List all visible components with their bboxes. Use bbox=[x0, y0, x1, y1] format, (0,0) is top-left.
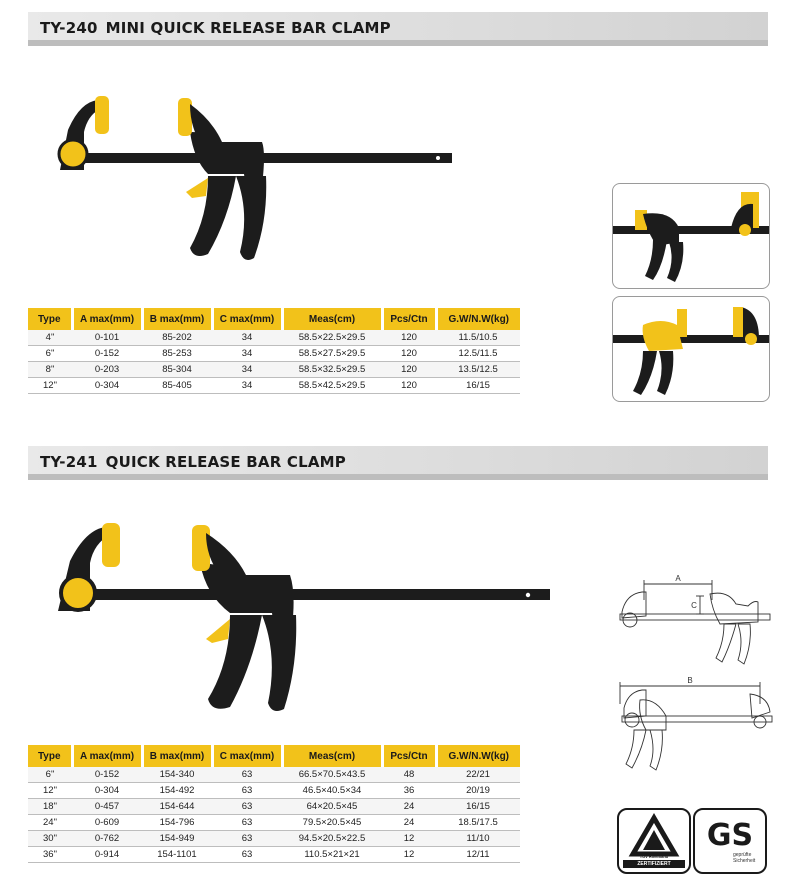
col-header: A max(mm) bbox=[72, 745, 142, 767]
section-title bbox=[40, 19, 391, 37]
table-row bbox=[28, 330, 520, 346]
col-header: C max(mm) bbox=[212, 745, 282, 767]
table-cell: 30" bbox=[28, 831, 72, 847]
table-row bbox=[28, 831, 520, 847]
table-cell: 0-152 bbox=[72, 767, 142, 783]
table-cell: 6" bbox=[28, 346, 72, 362]
table-cell: 12.5/11.5 bbox=[436, 346, 520, 362]
table-cell: 63 bbox=[212, 847, 282, 863]
table-row bbox=[28, 815, 520, 831]
col-header: Pcs/Ctn bbox=[382, 308, 436, 330]
col-header: Pcs/Ctn bbox=[382, 745, 436, 767]
spec-table-ty240 bbox=[28, 308, 520, 394]
table-cell: 58.5×27.5×29.5 bbox=[282, 346, 382, 362]
table-cell: 24" bbox=[28, 815, 72, 831]
table-row bbox=[28, 799, 520, 815]
col-header: C max(mm) bbox=[212, 308, 282, 330]
table-cell: 120 bbox=[382, 346, 436, 362]
table-header-row bbox=[28, 308, 520, 330]
table-cell: 12/11 bbox=[436, 847, 520, 863]
section-header-ty241 bbox=[28, 446, 768, 480]
dimension-diagram bbox=[600, 570, 790, 780]
table-cell: 120 bbox=[382, 378, 436, 394]
table-cell: 85-253 bbox=[142, 346, 212, 362]
model-code: TY-240 bbox=[40, 19, 98, 37]
table-cell: 4" bbox=[28, 330, 72, 346]
col-header: B max(mm) bbox=[142, 308, 212, 330]
table-cell: 0-203 bbox=[72, 362, 142, 378]
table-row bbox=[28, 767, 520, 783]
col-header: A max(mm) bbox=[72, 308, 142, 330]
table-cell: 120 bbox=[382, 330, 436, 346]
table-cell: 34 bbox=[212, 362, 282, 378]
table-cell: 58.5×42.5×29.5 bbox=[282, 378, 382, 394]
table-header-row bbox=[28, 745, 520, 767]
table-cell: 63 bbox=[212, 815, 282, 831]
table-cell: 154-340 bbox=[142, 767, 212, 783]
tuv-certified-text: ZERTIFIZIERT bbox=[623, 860, 685, 868]
col-header: Type bbox=[28, 308, 72, 330]
table-cell: 36" bbox=[28, 847, 72, 863]
table-cell: 36 bbox=[382, 783, 436, 799]
section-header-ty240 bbox=[28, 12, 768, 46]
table-cell: 8" bbox=[28, 362, 72, 378]
table-row bbox=[28, 378, 520, 394]
table-cell: 58.5×32.5×29.5 bbox=[282, 362, 382, 378]
tuv-brand-text: TÜV Rheinland bbox=[639, 854, 669, 859]
table-cell: 24 bbox=[382, 799, 436, 815]
table-cell: 85-304 bbox=[142, 362, 212, 378]
table-cell: 154-1101 bbox=[142, 847, 212, 863]
spec-table-ty241 bbox=[28, 745, 520, 863]
col-header: Type bbox=[28, 745, 72, 767]
table-cell: 18" bbox=[28, 799, 72, 815]
table-cell: 34 bbox=[212, 378, 282, 394]
table-cell: 63 bbox=[212, 767, 282, 783]
table-cell: 0-762 bbox=[72, 831, 142, 847]
table-cell: 34 bbox=[212, 346, 282, 362]
table-cell: 120 bbox=[382, 362, 436, 378]
table-cell: 11.5/10.5 bbox=[436, 330, 520, 346]
table-cell: 0-609 bbox=[72, 815, 142, 831]
table-cell: 64×20.5×45 bbox=[282, 799, 382, 815]
table-cell: 79.5×20.5×45 bbox=[282, 815, 382, 831]
model-code: TY-241 bbox=[40, 453, 98, 471]
tuv-certification-logo bbox=[617, 808, 691, 874]
table-cell: 22/21 bbox=[436, 767, 520, 783]
table-cell: 0-914 bbox=[72, 847, 142, 863]
table-cell: 24 bbox=[382, 815, 436, 831]
table-cell: 34 bbox=[212, 330, 282, 346]
table-cell: 48 bbox=[382, 767, 436, 783]
table-cell: 66.5×70.5×43.5 bbox=[282, 767, 382, 783]
table-cell: 154-796 bbox=[142, 815, 212, 831]
section-title bbox=[40, 453, 346, 471]
table-cell: 0-304 bbox=[72, 378, 142, 394]
table-cell: 46.5×40.5×34 bbox=[282, 783, 382, 799]
dimension-label-a: A bbox=[675, 574, 681, 583]
gs-mark: GS bbox=[706, 818, 754, 853]
table-cell: 154-949 bbox=[142, 831, 212, 847]
thumbnail-photo-spreader bbox=[612, 183, 770, 289]
model-name: MINI QUICK RELEASE BAR CLAMP bbox=[105, 19, 391, 37]
table-row bbox=[28, 847, 520, 863]
model-name: QUICK RELEASE BAR CLAMP bbox=[105, 453, 346, 471]
table-cell: 0-152 bbox=[72, 346, 142, 362]
table-cell: 154-644 bbox=[142, 799, 212, 815]
table-cell: 11/10 bbox=[436, 831, 520, 847]
table-cell: 12 bbox=[382, 847, 436, 863]
table-cell: 20/19 bbox=[436, 783, 520, 799]
table-cell: 94.5×20.5×22.5 bbox=[282, 831, 382, 847]
thumbnail-photo-clamp bbox=[612, 296, 770, 402]
gs-subtitle-2: Sicherheit bbox=[733, 858, 756, 864]
col-header: B max(mm) bbox=[142, 745, 212, 767]
table-cell: 110.5×21×21 bbox=[282, 847, 382, 863]
table-cell: 16/15 bbox=[436, 378, 520, 394]
table-cell: 63 bbox=[212, 783, 282, 799]
table-cell: 12" bbox=[28, 378, 72, 394]
dimension-label-b: B bbox=[687, 676, 693, 685]
col-header: Meas(cm) bbox=[282, 745, 382, 767]
table-cell: 58.5×22.5×29.5 bbox=[282, 330, 382, 346]
table-row bbox=[28, 362, 520, 378]
table-cell: 0-304 bbox=[72, 783, 142, 799]
table-cell: 154-492 bbox=[142, 783, 212, 799]
table-cell: 85-202 bbox=[142, 330, 212, 346]
table-cell: 63 bbox=[212, 799, 282, 815]
col-header: G.W/N.W(kg) bbox=[436, 745, 520, 767]
table-cell: 18.5/17.5 bbox=[436, 815, 520, 831]
table-cell: 12" bbox=[28, 783, 72, 799]
table-cell: 6" bbox=[28, 767, 72, 783]
table-cell: 13.5/12.5 bbox=[436, 362, 520, 378]
table-cell: 0-101 bbox=[72, 330, 142, 346]
table-cell: 63 bbox=[212, 831, 282, 847]
gs-certification-logo bbox=[693, 808, 767, 874]
table-cell: 12 bbox=[382, 831, 436, 847]
gs-subtitle-1: geprüfte bbox=[733, 852, 752, 858]
table-cell: 16/15 bbox=[436, 799, 520, 815]
table-row bbox=[28, 783, 520, 799]
table-cell: 85-405 bbox=[142, 378, 212, 394]
quick-release-clamp-image bbox=[40, 515, 560, 715]
table-row bbox=[28, 346, 520, 362]
col-header: Meas(cm) bbox=[282, 308, 382, 330]
dimension-label-c: C bbox=[691, 601, 697, 610]
mini-clamp-image bbox=[40, 90, 470, 270]
col-header: G.W/N.W(kg) bbox=[436, 308, 520, 330]
table-cell: 0-457 bbox=[72, 799, 142, 815]
